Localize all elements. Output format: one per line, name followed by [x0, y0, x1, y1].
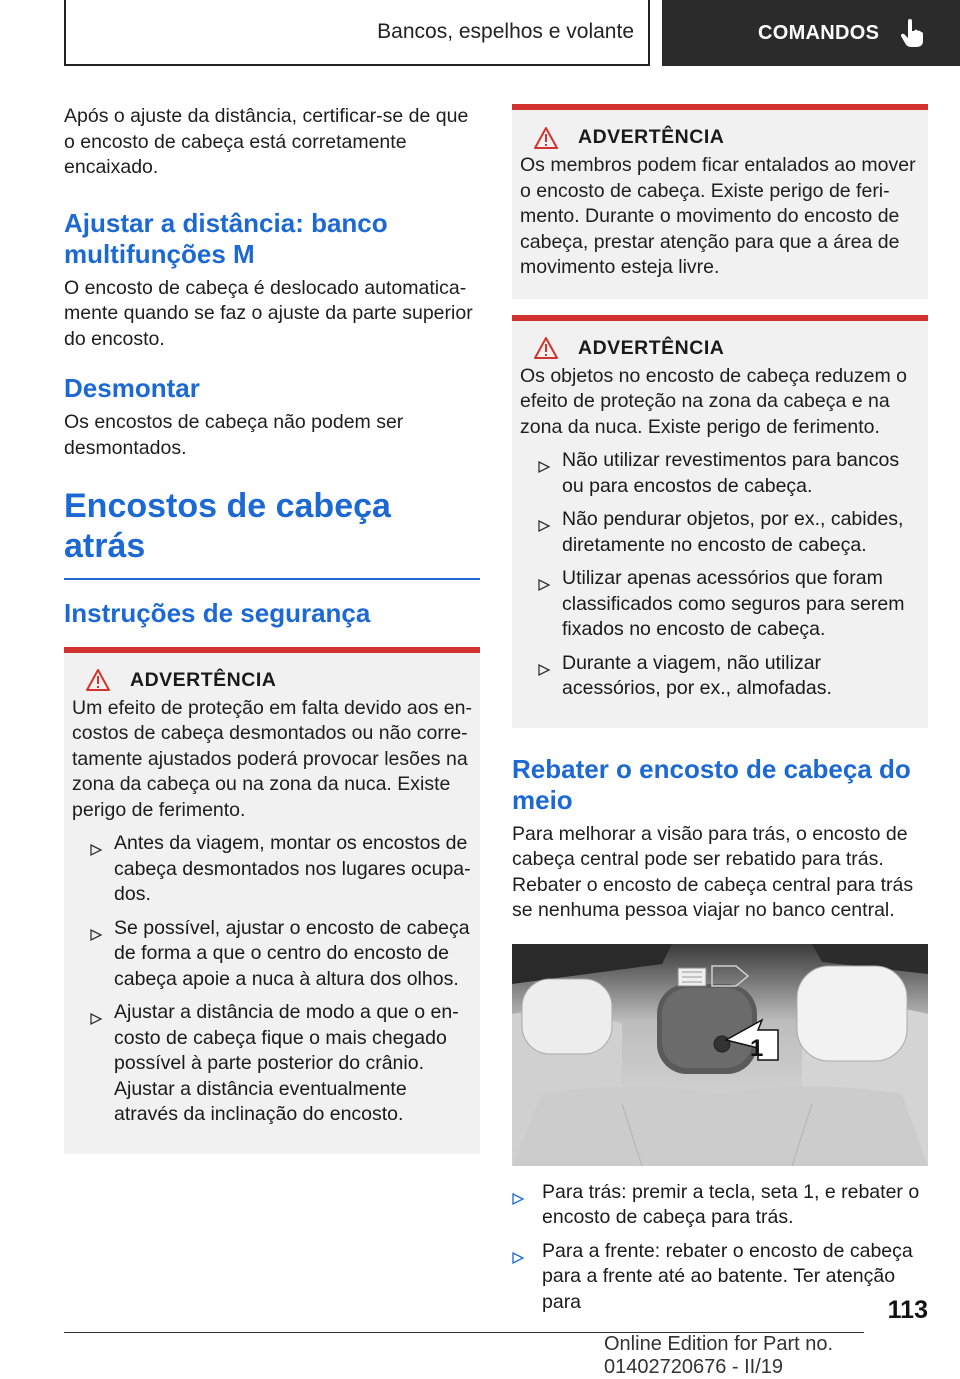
triangle-bullet-icon	[512, 1239, 542, 1316]
warning-title	[520, 337, 920, 360]
list-item-text: Para a frente: rebater o encosto de cabeça para a frente até ao batente. Ter atenção para	[542, 1239, 913, 1313]
heading-fold-center: Rebater o encosto de cabeça do meio	[512, 753, 911, 815]
list-item-text: Utilizar apenas acessórios que foram classificados como seguros para serem fixados no encosto de cabeça.	[562, 567, 905, 640]
triangle-bullet-icon	[72, 916, 114, 993]
hand-pointer-icon	[901, 19, 923, 47]
warning-box-right-1	[512, 104, 928, 299]
warning-title-text: ADVERTÊNCIA	[130, 668, 277, 691]
list-item-text: Durante a viagem, não utilizar acessórios, por ex., almofadas.	[562, 651, 832, 699]
warning-triangle-icon	[534, 127, 558, 149]
list-item	[520, 448, 920, 499]
heading-safety: Instruções de segurança	[64, 597, 371, 628]
list-item	[512, 1180, 928, 1231]
heading-remove: Desmontar	[64, 373, 200, 403]
warning-box-left	[64, 647, 480, 1154]
list-item	[520, 507, 920, 558]
list-item-text: Antes da viagem, montar os encostos de cabeça desmontados nos lugares ocupados.	[114, 832, 471, 905]
left-column	[64, 104, 480, 1154]
warning-triangle-icon	[534, 337, 558, 359]
warning-title	[72, 669, 472, 692]
list-item-text: Para trás: premir a tecla, seta 1, e rebater o encosto de cabeça para trás.	[542, 1180, 920, 1228]
steps-list	[512, 1180, 928, 1316]
warning-text: Um efeito de proteção em falta devido aos encostos de cabeça desmontados ou não corretamente ajustados poderá provocar lesões na zona da cabeça ou na zona da nuca. Existe perigo de ferimento.	[72, 696, 472, 821]
header-section-tab	[64, 0, 650, 66]
triangle-bullet-icon	[72, 1000, 114, 1128]
warning-box-right-2	[512, 315, 928, 728]
page-number: 113	[887, 1296, 928, 1324]
heading-rear-headrests: Encostos de cabeça atrás	[64, 487, 391, 565]
list-item	[520, 651, 920, 702]
list-item	[72, 831, 472, 908]
warning-text: Os membros podem ficar entalados ao mover o encosto de cabeça. Existe perigo de ferimento. Durante o movimento do encosto de cabeça, prestar atenção para que a área de movimento esteja livre.	[520, 154, 916, 278]
header-section-title: Bancos, espelhos e volante	[377, 20, 634, 43]
triangle-bullet-icon	[520, 507, 562, 558]
adjust-m-paragraph: O encosto de cabeça é deslocado automaticamente quando se faz o ajuste da parte superior do encosto.	[64, 276, 473, 350]
warning-title-text: ADVERTÊNCIA	[578, 126, 725, 148]
warning-list	[72, 831, 472, 1128]
list-item	[512, 1239, 928, 1316]
heading-adjust-m: Ajustar a distância: banco multifunções M	[64, 207, 388, 269]
right-column	[512, 104, 928, 1323]
header-chapter-title: COMANDOS	[758, 21, 880, 44]
list-item-text: Ajustar a distância de modo a que o encosto de cabeça fique o mais chegado possível à parte posterior do crânio. Ajustar a distância eventualmente através da inclinação do encosto.	[114, 1001, 459, 1125]
callout-number: 1	[750, 1034, 764, 1062]
triangle-bullet-icon	[520, 651, 562, 702]
list-item-text: Não utilizar revestimentos para bancos ou para encostos de cabeça.	[562, 449, 900, 497]
list-item	[520, 566, 920, 643]
list-item	[72, 1000, 472, 1128]
warning-triangle-icon	[86, 669, 110, 691]
triangle-bullet-icon	[512, 1180, 542, 1231]
fold-paragraph: Para melhorar a visão para trás, o encosto de cabeça central pode ser rebatido para trás. Rebater o encosto de cabeça central para trás se nenhuma pessoa viajar no banco central.	[512, 822, 914, 921]
intro-paragraph: Após o ajuste da distância, certificar-se de que o encosto de cabeça está corretamente encaixado.	[64, 105, 469, 178]
triangle-bullet-icon	[520, 448, 562, 499]
warning-title	[520, 126, 920, 149]
list-item	[72, 916, 472, 993]
edition-text: Online Edition for Part no. 01402720676 - II/19	[604, 1333, 834, 1378]
remove-paragraph: Os encostos de cabeça não podem ser desmontados.	[64, 411, 404, 459]
rear-seat-illustration	[512, 944, 928, 1166]
list-item-text: Não pendurar objetos, por ex., cabides, diretamente no encosto de cabeça.	[562, 508, 904, 556]
warning-text: Os objetos no encosto de cabeça reduzem o efeito de proteção na zona da cabeça e na zona da nuca. Existe perigo de ferimento.	[520, 364, 907, 438]
heading-rule	[64, 578, 480, 580]
list-item-text: Se possível, ajustar o encosto de cabeça de forma a que o centro do encosto de cabeça apoie a nuca à altura dos olhos.	[114, 916, 470, 990]
warning-list	[520, 448, 920, 702]
warning-title-text: ADVERTÊNCIA	[578, 336, 725, 359]
triangle-bullet-icon	[72, 831, 114, 908]
header-chapter-tab	[662, 0, 960, 66]
triangle-bullet-icon	[520, 566, 562, 643]
rear-seat-photo	[512, 944, 928, 1166]
